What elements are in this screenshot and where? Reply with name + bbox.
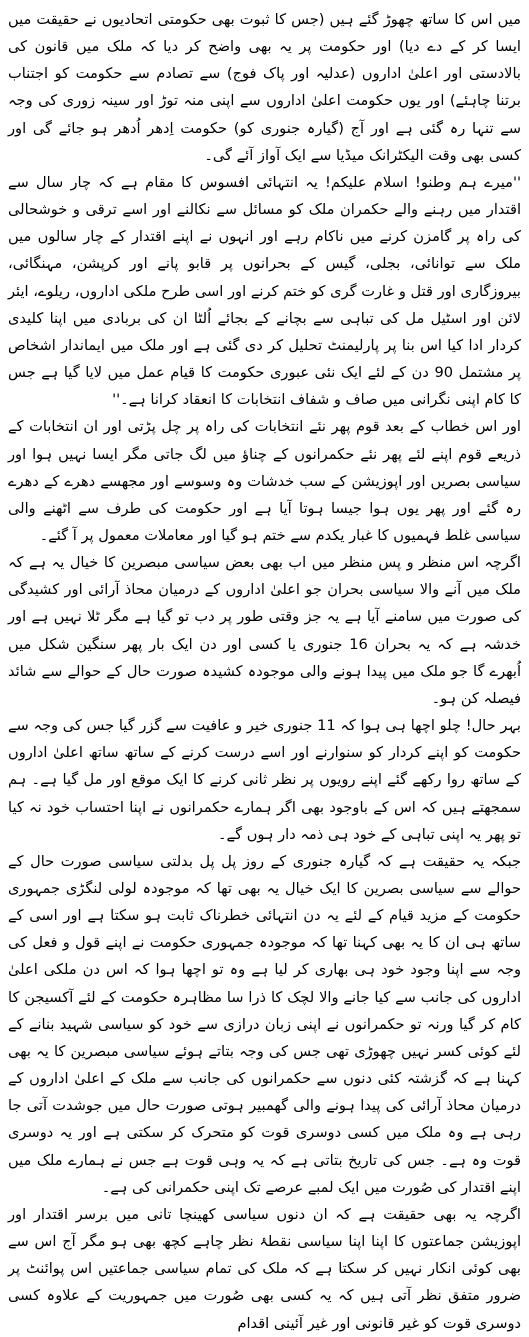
paragraph-after-address: اور اس خطاب کے بعد قوم پھر نئے انتخابات کی راہ پر چل پڑتی اور ان انتخابات کے ذریعے قوم اپنے لئے پھر نئے حکمرانوں کے چناؤ میں لگ جاتی مگر ایسا نہیں ہوا اور سیاسی بصریں اور اپوزیشن کے سب خدشات وہ وسوسے اور مجھسے دھرے کے دھرے رہ گئے اور پھر یوں ہوا جیسا ہوتا آیا ہے اور حکومت کی طرف سے اٹھنے والی سیاسی غلط فہمیوں کا غبار یکدم سے ختم ہو گیا اور معاملات معمول پر آ گئے۔ [8,418,521,544]
paragraph-political-consensus: اگرچہ یہ بھی حقیقت ہے کہ ان دنوں سیاسی کھینچا تانی میں برسر اقتدار اور اپوزیشن جماعتوں کا اپنا اپنا سیاسی نقطۂ نظر چاہے کچھ بھی ہو مگر آج اس سے بھی کوئی انکار نہیں کر سکتا ہے کہ ملک کی تمام سیاسی جماعتیں اس پوائنٹ پر ضرور متفق نظر آتی ہیں کہ یہ کسی بھی صُورت میں جمہوریت کے علاوہ کسی دوسری قوت کو غیر قانونی اور غیر آئینی اقدام [8,1205,521,1332]
paragraph-eleventh-january: بہر حال! چلو اچھا ہی ہوا کہ 11 جنوری خیر و عافیت سے گزر گیا جس کی وجہ سے حکومت کو اپنے کردار کو سنوارنے اور اسے درست کرنے کے ساتھ ساتھ اعلیٰ اداروں کے ساتھ روا رکھے گئے اپنے رویوں پر نظر ثانی کرنے کا ایک موقع اور مل گیا ہے۔ ہم سمجھتے ہیں کہ اس کے باوجود بھی اگر ہمارے حکمرانوں نے اپنا احتساب خود نہ کیا تو پھر یہ اپنی تباہی کے خود ہی ذمہ دار ہوں گے۔ [8,717,521,843]
paragraph-political-situation: جبکہ یہ حقیقت ہے کہ گیارہ جنوری کے روز پل پل بدلتی سیاسی صورت حال کے حوالے سے سیاسی بصرین کا ایک خیال یہ بھی تھا کہ موجودہ لولی لنگڑی جمہوری حکومت کے مزید قیام کے لئے یہ دن انتہائی خطرناک ثابت ہو سکتا ہے اور اسی کے ساتھ ہی ان کا یہ بھی کہنا تھا کہ موجودہ جمہوری حکومت نے اپنے قول و فعل کی وجہ سے اپنا وجود خود ہی بھاری کر لیا ہے وہ تو اچھا ہوا کہ اس دن ملکی اعلیٰ اداروں کی جانب سے کیا جانے والا لچک کا ذرا سا مظاہرہ حکومت کے لئے آکسیجن کا کام کر گیا ورنہ تو حکمرانوں نے اپنی زبان درازی سے خود کو سیاسی شہید بنانے کے لئے کوئی کسر نہیں چھوڑی تھی جس کی وجہ بتاتے ہوئے سیاسی مبصرین کا یہ بھی کہنا ہے کہ گزشتہ کئی دنوں سے حکمرانوں کی جانب سے ملک کے اعلیٰ اداروں کے درمیان محاذ آرائی کی پیدا ہونے والی گھمبیر ہوتی صورت حال میں جوشدت آتی جا رہی ہے وہ ملک میں کسی دوسری قوت کو متحرک کر سکتی ہے اور یہ دوسری قوت وہ ہے۔ جس کی تاریخ بتاتی ہے کہ یہ وہی قوت ہے جس نے ہمارے ملک میں اپنے اقتدار کی صُورت میں ایک لمبے عرصے تک اپنی حکمرانی کی ہے۔ [8,852,521,1196]
paragraph-quoted-address: ''میرے ہم وطنو! اسلام علیکم! یہ انتہائی افسوس کا مقام ہے کہ چار سال سے اقتدار میں رہنے والے حکمران ملک کو مسائل سے نکالنے اور اسے ترقی و خوشحالی کی راہ پر گامزن کرنے میں ناکام رہے اور انہوں نے اپنے اقتدار کے چار سالوں میں ملک سے توانائی، بجلی، گیس کے بحرانوں پر قابو پانے اور کرپشن، مہنگائی، بیروزگاری اور قتل و غارت گری کو ختم کرنے اور اسی طرح ملکی اداروں، ریلوے، ایئر لائن اور اسٹیل مل کی تباہی سے بچانے کے بجائے اُلٹا ان کی بربادی میں اپنا کلیدی کردار ادا کیا اس بنا پر پارلیمنٹ تحلیل کر دی گئی ہے اور ملک میں ایماندار اشخاص پر مشتمل 90 دن کے لئے ایک نئی عبوری حکومت کا قیام عمل میں لایا گیا ہے جس کا کام اپنی نگرانی میں صاف و شفاف انتخابات کا انعقاد کرانا ہے۔'' [8,173,521,409]
paragraph-analyst-view: اگرچہ اس منظر و پس منظر میں اب بھی بعض سیاسی مبصرین کا خیال یہ ہے کہ ملک میں آنے والا سیاسی بحران جو اعلیٰ اداروں کے درمیان محاذ آرائی اور کشیدگی کی صورت میں سامنے آیا ہے یہ جز وقتی طور پر دب تو گیا ہے مگر ٹلا نہیں ہے اور خدشہ ہے کہ یہ بحران 16 جنوری یا کسی اور دن ایک بار پھر سنگین شکل میں اُبھرے گا جو ملک میں پیدا ہونے والی موجودہ کشیدہ صورت حال کے حوالے سے شائد فیصلہ کن ہو۔ [8,554,521,707]
paragraph-intro-continuation: میں اس کا ساتھ چھوڑ گئے ہیں (جس کا ثبوت بھی حکومتی اتحادیوں نے حقیقت میں ایسا کر کے دے دیا) اور حکومت پر یہ بھی واضح کر دیا کہ ملک میں قانون کی بالادستی اور اعلیٰ اداروں (عدلیہ اور پاک فوج) سے تصادم سے حکومت کو اجتناب برتنا چاہئے) اور یوں حکومت اعلیٰ اداروں سے اپنی منہ توڑ اور سینہ زوری کی وجہ سے تنہا رہ گئی ہے اور آج (گیارہ جنوری کو) حکومت اِدھر اُدھر ہو جائے گی اور کسی بھی وقت الیکٹرانک میڈیا سے ایک آواز آئے گی۔ [8,11,521,164]
